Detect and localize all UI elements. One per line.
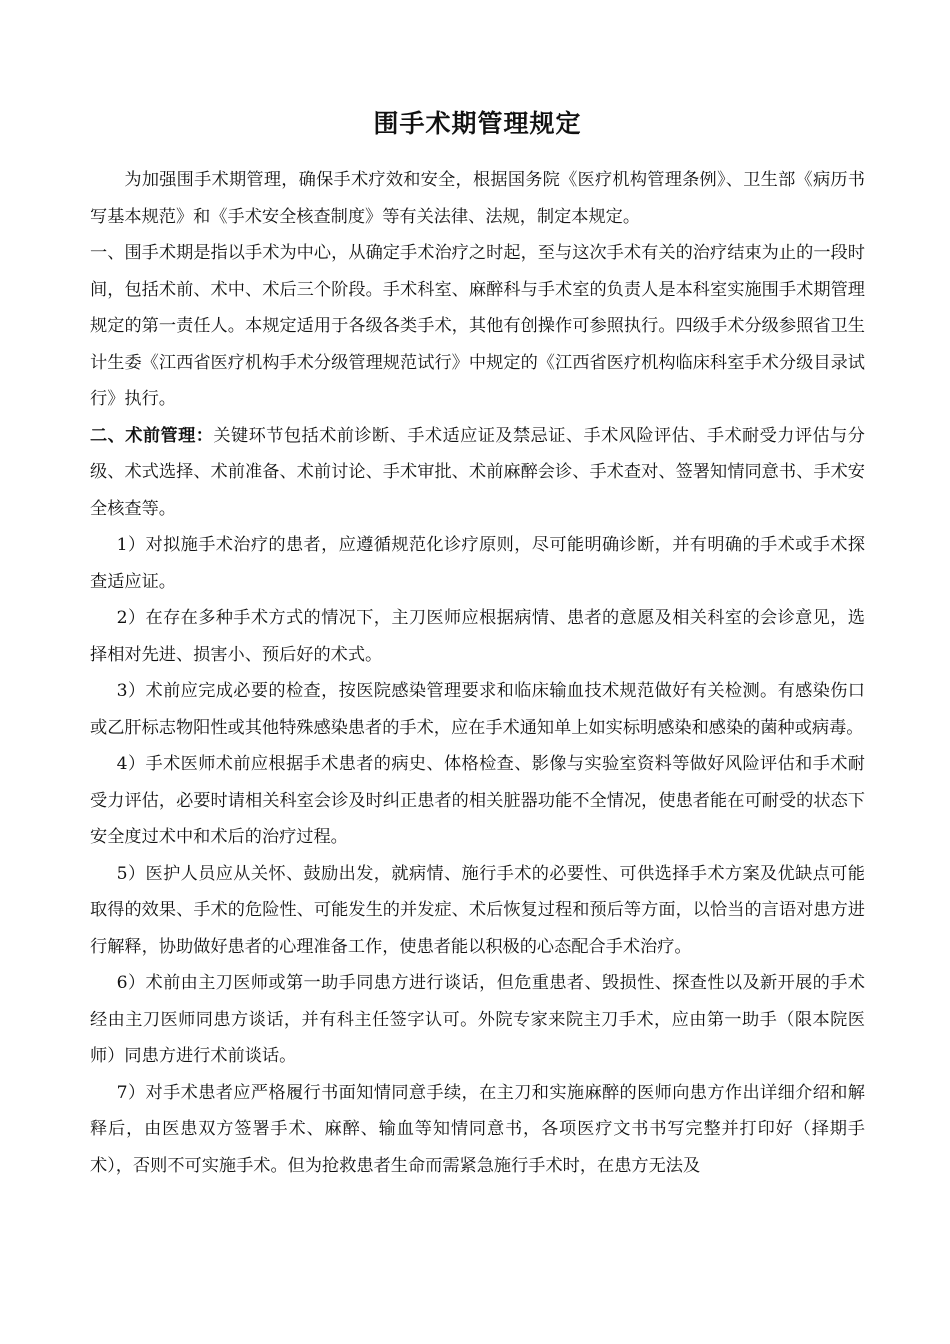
section-1-paragraph: 一、围手术期是指以手术为中心，从确定手术治疗之时起，至与这次手术有关的治疗结束为止的一段时间，包括术前、术中、术后三个阶段。手术科室、麻醉科与手术室的负责人是本科室实施围手术期管理规定的第一责任人。本规定适用于各级各类手术，其他有创操作可参照执行。四级手术分级参照省卫生计生委《江西省医疗机构手术分级管理规范试行》中规定的《江西省医疗机构临床科室手术分级目录试行》执行。 (90, 243, 865, 409)
intro-paragraph: 为加强围手术期管理，确保手术疗效和安全，根据国务院《医疗机构管理条例》、卫生部《病历书写基本规范》和《手术安全核查制度》等有关法律、法规，制定本规定。 (90, 170, 865, 227)
list-item: 7）对手术患者应严格履行书面知情同意手续，在主刀和实施麻醉的医师向患方作出详细介绍和解释后，由医患双方签署手术、麻醉、输血等知情同意书，各项医疗文书书写完整并打印好（择期手术），否则不可实施手术。但为抢救患者生命而需紧急施行手术时，在患方无法及 (90, 1082, 865, 1176)
list-item: 1）对拟施手术治疗的患者，应遵循规范化诊疗原则，尽可能明确诊断，并有明确的手术或手术探查适应证。 (90, 535, 865, 592)
list-item: 5）医护人员应从关怀、鼓励出发，就病情、施行手术的必要性、可供选择手术方案及优缺点可能取得的效果、手术的危险性、可能发生的并发症、术后恢复过程和预后等方面，以恰当的言语对患方进行解释，协助做好患者的心理准备工作，使患者能以积极的心态配合手术治疗。 (90, 863, 865, 957)
section-2-text: 关键环节包括术前诊断、手术适应证及禁忌证、手术风险评估、手术耐受力评估与分级、术式选择、术前准备、术前讨论、手术审批、术前麻醉会诊、手术查对、签署知情同意书、手术安全核查等。 (90, 425, 865, 519)
list-item: 6）术前由主刀医师或第一助手同患方进行谈话，但危重患者、毁损性、探查性以及新开展的手术经由主刀医师同患方谈话，并有科主任签字认可。外院专家来院主刀手术，应由第一助手（限本院医师）同患方进行术前谈话。 (90, 973, 865, 1066)
section-2-heading: 二、术前管理： (90, 425, 214, 446)
list-item: 2）在存在多种手术方式的情况下，主刀医师应根据病情、患者的意愿及相关科室的会诊意见，选择相对先进、损害小、预后好的术式。 (90, 608, 865, 665)
section-2-paragraph (90, 418, 865, 528)
list-item: 3）术前应完成必要的检查，按医院感染管理要求和临床输血技术规范做好有关检测。有感染伤口或乙肝标志物阳性或其他特殊感染患者的手术，应在手术通知单上如实标明感染和感染的菌种或病毒。 (90, 681, 865, 738)
document-page (90, 100, 865, 1184)
list-item: 4）手术医师术前应根据手术患者的病史、体格检查、影像与实验室资料等做好风险评估和手术耐受力评估，必要时请相关科室会诊及时纠正患者的相关脏器功能不全情况，使患者能在可耐受的状态下安全度过术中和术后的治疗过程。 (90, 754, 865, 847)
document-title: 围手术期管理规定 (373, 109, 582, 138)
